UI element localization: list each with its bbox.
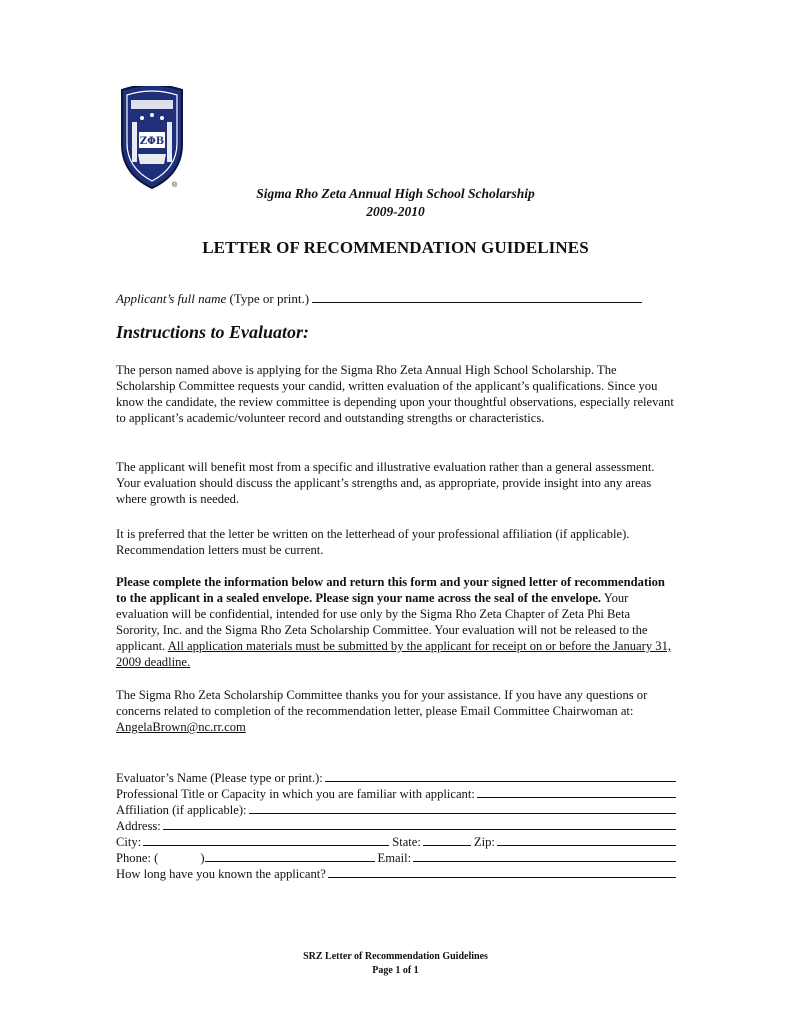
affiliation-row xyxy=(116,802,676,818)
email-link[interactable]: AngelaBrown@nc.rr.com xyxy=(116,720,246,734)
paragraph-1: The person named above is applying for the Sigma Rho Zeta Annual High School Scholarship. The Scholarship Committee requests your candid, written evaluation of the applicant’s qualifications. Since you know the candidate, the review committee is depending upon your thoughtful observations, especially relevant to applicant’s academic/volunteer record and outstanding strengths or characteristics. xyxy=(116,363,674,425)
address-label: Address: xyxy=(116,819,161,833)
email-label: Email: xyxy=(377,851,412,865)
affiliation-blank[interactable] xyxy=(249,803,676,814)
paragraph-5-text: The Sigma Rho Zeta Scholarship Committee thanks you for your assistance. If you have any questions or concerns related to completion of the recommendation letter, please Email Committee Chairwoman at: xyxy=(116,688,648,718)
paragraph-4-text: Your evaluation will be confidential, intended for use only by the Sigma Rho Zeta Chapter of Zeta Phi Beta Sorority, Inc. and the Sigma Rho Zeta Scholarship Committee. Your evaluation will not be released to the applicant. xyxy=(116,591,648,653)
phone-email-row xyxy=(116,850,676,866)
email-blank[interactable] xyxy=(413,851,676,862)
zip-label: Zip: xyxy=(473,835,495,849)
paragraph-3: It is preferred that the letter be written on the letterhead of your professional affiliation (if applicable). Recommendation letters must be current. xyxy=(116,527,630,557)
evaluator-name-blank[interactable] xyxy=(325,771,676,782)
city-label: City: xyxy=(116,835,142,849)
applicant-name-row xyxy=(116,291,642,307)
evaluator-name-label: Evaluator’s Name (Please type or print.): xyxy=(116,771,323,785)
professional-title-blank[interactable] xyxy=(477,787,676,798)
address-blank[interactable] xyxy=(163,819,676,830)
phone-close-paren: ) xyxy=(200,851,205,865)
paragraph-4-deadline: All application materials must be submitted by the applicant for receipt on or before the January 31, 2009 deadline. xyxy=(116,639,672,669)
crest-letters: ΖΦΒ xyxy=(139,136,165,147)
zip-blank[interactable] xyxy=(497,835,676,846)
paragraph-4-bold: Please complete the information below and return this form and your signed letter of recommendation to the applicant in a sealed envelope. Please sign your name across the seal of the envelope. xyxy=(116,575,665,605)
phone-label: Phone: ( xyxy=(116,851,159,865)
applicant-name-blank[interactable] xyxy=(312,291,642,303)
footer-page-number: Page 1 of 1 xyxy=(372,965,419,976)
paragraph-2: The applicant will benefit most from a specific and illustrative evaluation rather than a general assessment. Your evaluation should discuss the applicant’s strengths and, as appropriate, provide insight into any areas where growth is needed. xyxy=(116,460,655,506)
professional-title-label: Professional Title or Capacity in which you are familiar with applicant: xyxy=(116,787,475,801)
professional-title-row xyxy=(116,786,676,802)
how-long-row xyxy=(116,866,676,882)
city-state-zip-row xyxy=(116,834,676,850)
sorority-crest-logo xyxy=(118,86,186,190)
how-long-blank[interactable] xyxy=(328,867,676,878)
address-row xyxy=(116,818,676,834)
city-blank[interactable] xyxy=(143,835,389,846)
paragraph-4 xyxy=(116,574,676,670)
evaluator-name-row xyxy=(116,770,676,786)
scholarship-title: Sigma Rho Zeta Annual High School Scholarship xyxy=(256,186,535,201)
paragraph-5 xyxy=(116,687,676,735)
applicant-name-label: Applicant’s full name xyxy=(116,291,227,306)
page-title: LETTER OF RECOMMENDATION GUIDELINES xyxy=(202,238,589,257)
instructions-heading: Instructions to Evaluator: xyxy=(116,322,310,342)
how-long-label: How long have you known the applicant? xyxy=(116,867,326,881)
applicant-name-hint: (Type or print.) xyxy=(229,291,310,306)
affiliation-label: Affiliation (if applicable): xyxy=(116,803,247,817)
footer-title: SRZ Letter of Recommendation Guidelines xyxy=(303,951,488,962)
phone-blank[interactable] xyxy=(205,851,375,862)
state-label: State: xyxy=(392,835,421,849)
scholarship-year: 2009-2010 xyxy=(366,204,425,219)
registered-mark: ® xyxy=(172,182,178,189)
state-blank[interactable] xyxy=(423,835,471,846)
